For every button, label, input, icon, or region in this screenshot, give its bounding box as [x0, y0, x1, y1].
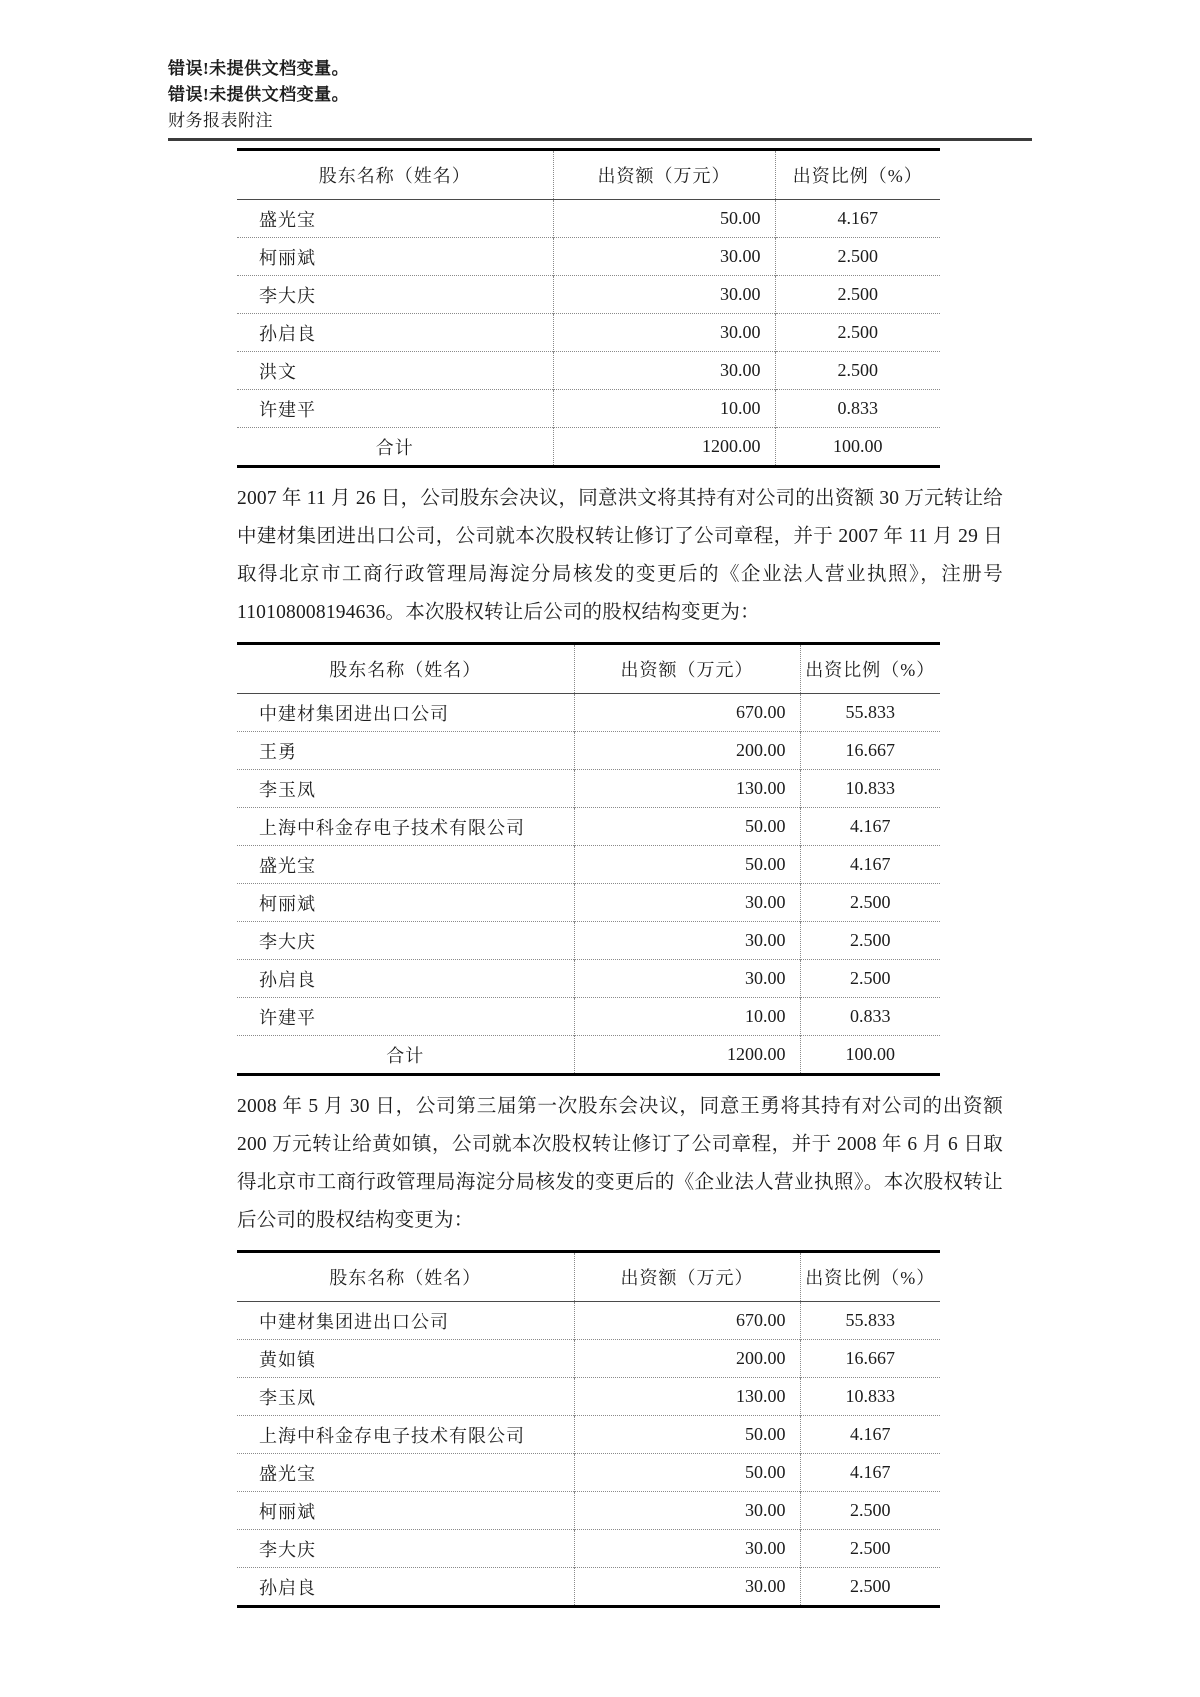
equity-table-before-2007-transfer — [237, 148, 940, 468]
column-header-shareholder-name: 股东名称（姓名） — [318, 166, 471, 186]
contribution-ratio-cell: 2.500 — [775, 238, 940, 276]
paragraph-2008-transfer: 2008 年 5 月 30 日，公司第三届第一次股东会决议，同意王勇将其持有对公司的出资额 200 万元转让给黄如镇，公司就本次股权转让修订了公司章程，并于 2008 年 6 月 6 日取得北京市工商行政管理局海淀分局核发的变更后的《企业法人营业执照》。本次股权转让后公司的股权结构变更为： — [237, 1096, 1003, 1231]
contribution-ratio-cell: 2.500 — [775, 352, 940, 390]
contribution-ratio-cell: 2.500 — [800, 1530, 940, 1568]
contribution-amount-cell: 200.00 — [574, 732, 800, 770]
table-header-row — [237, 644, 940, 694]
contribution-ratio-cell: 55.833 — [800, 1302, 940, 1340]
shareholder-name-cell: 李大庆 — [259, 1539, 316, 1560]
table-row — [237, 960, 940, 998]
column-header-contribution-amount: 出资额（万元） — [574, 1252, 800, 1302]
contribution-ratio-cell: 2.500 — [800, 960, 940, 998]
column-header-contribution-ratio: 出资比例（%） — [775, 150, 940, 200]
contribution-ratio-cell: 4.167 — [775, 200, 940, 238]
contribution-ratio-cell: 4.167 — [800, 846, 940, 884]
header-divider-rule — [168, 138, 1032, 141]
contribution-amount-cell: 670.00 — [574, 1302, 800, 1340]
total-label-cell: 合计 — [386, 1045, 425, 1066]
contribution-ratio-cell: 100.00 — [800, 1036, 940, 1075]
shareholder-name-cell: 李玉凤 — [259, 779, 316, 800]
table-row — [237, 846, 940, 884]
table-row — [237, 352, 940, 390]
contribution-amount-cell: 30.00 — [574, 1492, 800, 1530]
contribution-ratio-cell: 4.167 — [800, 1454, 940, 1492]
contribution-ratio-cell: 100.00 — [775, 428, 940, 467]
contribution-ratio-cell: 0.833 — [800, 998, 940, 1036]
contribution-ratio-cell: 2.500 — [800, 1492, 940, 1530]
shareholder-name-cell: 许建平 — [259, 399, 316, 420]
contribution-amount-cell: 10.00 — [553, 390, 775, 428]
table-row — [237, 922, 940, 960]
section-title: 财务报表附注 — [168, 111, 273, 130]
table-row — [237, 276, 940, 314]
shareholder-name-cell: 王勇 — [259, 741, 297, 762]
contribution-amount-cell: 10.00 — [574, 998, 800, 1036]
column-header-contribution-ratio: 出资比例（%） — [800, 1252, 940, 1302]
contribution-ratio-cell: 2.500 — [800, 884, 940, 922]
contribution-ratio-cell: 55.833 — [800, 694, 940, 732]
contribution-amount-cell: 50.00 — [574, 1454, 800, 1492]
contribution-amount-cell: 30.00 — [553, 352, 775, 390]
contribution-amount-cell: 130.00 — [574, 770, 800, 808]
table-header-row — [237, 1252, 940, 1302]
table-row — [237, 1340, 940, 1378]
column-header-shareholder-name: 股东名称（姓名） — [329, 1268, 482, 1288]
contribution-amount-cell: 670.00 — [574, 694, 800, 732]
contribution-amount-cell: 1200.00 — [553, 428, 775, 467]
doc-variable-error-line-2: 错误!未提供文档变量。 — [168, 85, 350, 104]
shareholder-name-cell: 柯丽斌 — [259, 247, 316, 268]
table-row — [237, 1454, 940, 1492]
contribution-ratio-cell: 2.500 — [775, 314, 940, 352]
shareholder-name-cell: 孙启良 — [259, 1577, 316, 1598]
contribution-amount-cell: 30.00 — [574, 960, 800, 998]
table-row — [237, 1530, 940, 1568]
contribution-amount-cell: 30.00 — [574, 884, 800, 922]
contribution-amount-cell: 30.00 — [574, 1530, 800, 1568]
equity-table-after-2007-transfer — [237, 642, 940, 1076]
contribution-amount-cell: 1200.00 — [574, 1036, 800, 1075]
table-header-row — [237, 150, 940, 200]
paragraph-2007-transfer: 2007 年 11 月 26 日，公司股东会决议，同意洪文将其持有对公司的出资额 30 万元转让给中建材集团进出口公司，公司就本次股权转让修订了公司章程，并于 2007 年 11 月 29 日取得北京市工商行政管理局海淀分局核发的变更后的《企业法人营业执照》，注册号 110108008194636。本次股权转让后公司的股权结构变更为： — [237, 488, 1003, 623]
contribution-amount-cell: 50.00 — [574, 846, 800, 884]
contribution-amount-cell: 50.00 — [574, 808, 800, 846]
table-row — [237, 1416, 940, 1454]
shareholder-name-cell: 黄如镇 — [259, 1349, 316, 1370]
contribution-amount-cell: 30.00 — [574, 922, 800, 960]
contribution-amount-cell: 50.00 — [574, 1416, 800, 1454]
shareholder-name-cell: 柯丽斌 — [259, 893, 316, 914]
shareholder-name-cell: 中建材集团进出口公司 — [259, 703, 449, 724]
contribution-ratio-cell: 16.667 — [800, 1340, 940, 1378]
contribution-amount-cell: 50.00 — [553, 200, 775, 238]
total-label-cell: 合计 — [375, 437, 414, 458]
shareholder-name-cell: 洪文 — [259, 361, 297, 382]
table-row — [237, 1568, 940, 1607]
shareholder-name-cell: 中建材集团进出口公司 — [259, 1311, 449, 1332]
doc-variable-error-line-1: 错误!未提供文档变量。 — [168, 59, 350, 78]
page-content — [237, 148, 1003, 1608]
contribution-ratio-cell: 2.500 — [800, 922, 940, 960]
table-row — [237, 1378, 940, 1416]
table-row — [237, 770, 940, 808]
table-row — [237, 998, 940, 1036]
shareholder-name-cell: 盛光宝 — [259, 855, 316, 876]
total-row — [237, 428, 940, 467]
contribution-ratio-cell: 4.167 — [800, 1416, 940, 1454]
table-row — [237, 808, 940, 846]
table-row — [237, 694, 940, 732]
contribution-amount-cell: 30.00 — [574, 1568, 800, 1607]
table-row — [237, 1492, 940, 1530]
shareholder-name-cell: 上海中科金存电子技术有限公司 — [259, 817, 525, 838]
column-header-contribution-ratio: 出资比例（%） — [800, 644, 940, 694]
contribution-amount-cell: 30.00 — [553, 238, 775, 276]
document-header — [168, 56, 1032, 134]
contribution-amount-cell: 30.00 — [553, 276, 775, 314]
table-row — [237, 200, 940, 238]
shareholder-name-cell: 孙启良 — [259, 969, 316, 990]
contribution-ratio-cell: 2.500 — [800, 1568, 940, 1607]
column-header-shareholder-name: 股东名称（姓名） — [329, 660, 482, 680]
shareholder-name-cell: 孙启良 — [259, 323, 316, 344]
table-row — [237, 1302, 940, 1340]
table-row — [237, 314, 940, 352]
table-row — [237, 390, 940, 428]
contribution-ratio-cell: 16.667 — [800, 732, 940, 770]
contribution-amount-cell: 130.00 — [574, 1378, 800, 1416]
contribution-ratio-cell: 10.833 — [800, 770, 940, 808]
shareholder-name-cell: 盛光宝 — [259, 1463, 316, 1484]
table-row — [237, 238, 940, 276]
contribution-ratio-cell: 10.833 — [800, 1378, 940, 1416]
shareholder-name-cell: 盛光宝 — [259, 209, 316, 230]
contribution-ratio-cell: 0.833 — [775, 390, 940, 428]
contribution-amount-cell: 30.00 — [553, 314, 775, 352]
total-row — [237, 1036, 940, 1075]
contribution-ratio-cell: 2.500 — [775, 276, 940, 314]
shareholder-name-cell: 柯丽斌 — [259, 1501, 316, 1522]
equity-table-after-2008-transfer — [237, 1250, 940, 1608]
contribution-ratio-cell: 4.167 — [800, 808, 940, 846]
table-row — [237, 884, 940, 922]
shareholder-name-cell: 李大庆 — [259, 285, 316, 306]
column-header-contribution-amount: 出资额（万元） — [574, 644, 800, 694]
shareholder-name-cell: 李大庆 — [259, 931, 316, 952]
shareholder-name-cell: 上海中科金存电子技术有限公司 — [259, 1425, 525, 1446]
shareholder-name-cell: 许建平 — [259, 1007, 316, 1028]
contribution-amount-cell: 200.00 — [574, 1340, 800, 1378]
column-header-contribution-amount: 出资额（万元） — [553, 150, 775, 200]
shareholder-name-cell: 李玉凤 — [259, 1387, 316, 1408]
table-row — [237, 732, 940, 770]
